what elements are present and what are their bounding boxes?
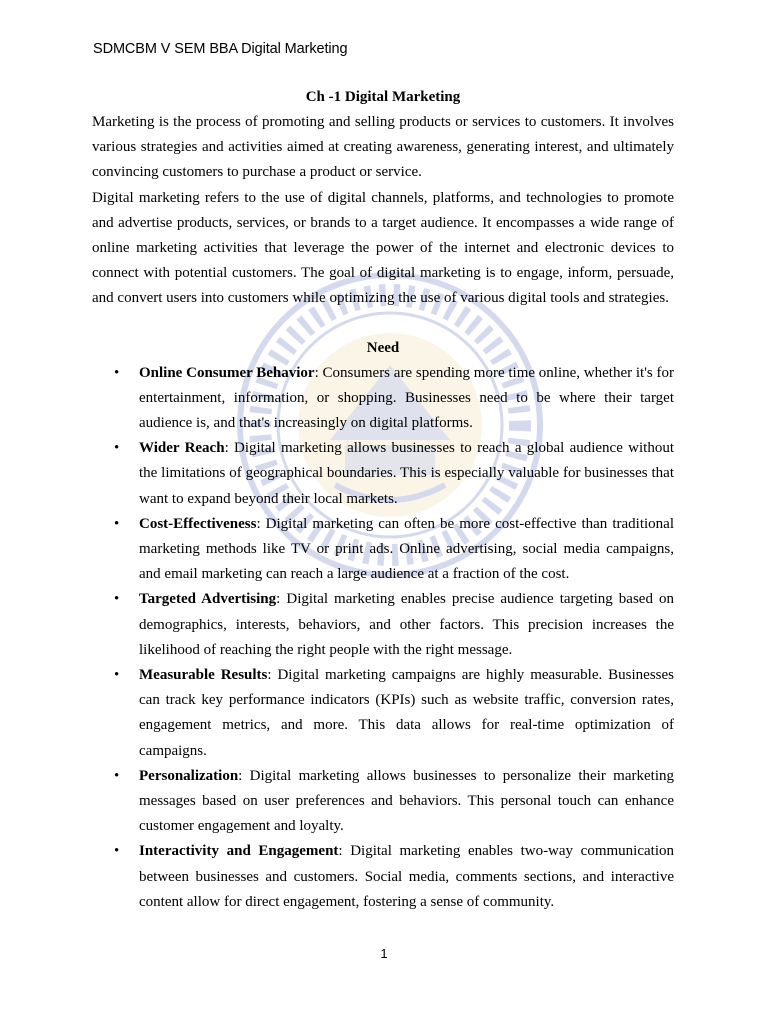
- running-header: SDMCBM V SEM BBA Digital Marketing: [93, 41, 348, 57]
- list-item-term: Wider Reach: [139, 440, 225, 457]
- list-item-term: Measurable Results: [139, 667, 268, 684]
- document-body: [92, 85, 674, 915]
- list-item-text: : Digital marketing allows businesses to reach a global audience without the limitations of geographical boundaries. This is especially valuable for businesses that want to expand beyond their local markets.: [139, 440, 674, 507]
- list-item-text: : Digital marketing enables precise audience targeting based on demographics, interests, behaviors, and other factors. This precision increases the likelihood of reaching the right people with the right message.: [139, 591, 674, 658]
- list-item: [92, 663, 674, 764]
- bullet-icon: •: [114, 440, 120, 457]
- list-item: [92, 764, 674, 840]
- bullet-icon: •: [114, 515, 120, 532]
- bullet-icon: •: [114, 843, 120, 860]
- bullet-icon: •: [114, 767, 120, 784]
- list-item: [92, 436, 674, 512]
- list-item: [92, 512, 674, 588]
- need-list: [92, 361, 674, 915]
- bullet-icon: •: [114, 591, 120, 608]
- list-item-term: Targeted Advertising: [139, 591, 277, 608]
- list-item-text: : Digital marketing enables two-way communication between businesses and customers. Social media, comments sections, and interactive content allow for direct engagement, fostering a sense of community.: [139, 843, 674, 910]
- list-item-term: Cost-Effectiveness: [139, 515, 257, 532]
- list-item-text: : Digital marketing can often be more cost-effective than traditional marketing methods like TV or print ads. Online advertising, social media campaigns, and email marketing can reach a large audience at a fraction of the cost.: [139, 515, 674, 583]
- list-item-term: Online Consumer Behavior: [139, 364, 315, 381]
- intro-paragraph-marketing: Marketing is the process of promoting and selling products or services to customers. It involves various strategies and activities aimed at creating awareness, generating interest, and ultimately convincing customers to purchase a product or service.: [92, 114, 674, 181]
- list-item-text: : Digital marketing campaigns are highly measurable. Businesses can track key performance indicators (KPIs) such as website traffic, conversion rates, engagement metrics, and more. This data allows for real-time optimization of campaigns.: [139, 667, 674, 759]
- list-item-term: Interactivity and Engagement: [139, 843, 339, 860]
- list-item: [92, 587, 674, 663]
- list-item-text: : Consumers are spending more time online, whether it's for entertainment, information, or shopping. Businesses need to be where their target audience is, and that's increasingly on digital platforms.: [139, 364, 674, 432]
- bullet-icon: •: [114, 667, 120, 684]
- page-number: 1: [380, 946, 388, 961]
- list-item: [92, 839, 674, 915]
- intro-paragraph-digital-marketing: Digital marketing refers to the use of digital channels, platforms, and technologies to promote and advertise products, services, or brands to a target audience. It encompasses a wide range of online marketing activities that leverage the power of the internet and electronic devices to connect with potential customers. The goal of digital marketing is to engage, inform, persuade, and convert users into customers while optimizing the use of various digital tools and strategies.: [92, 189, 674, 307]
- list-item-text: : Digital marketing allows businesses to personalize their marketing messages based on user preferences and behaviors. This personal touch can enhance customer engagement and loyalty.: [139, 767, 674, 835]
- list-item-term: Personalization: [139, 767, 239, 784]
- bullet-icon: •: [114, 364, 120, 381]
- section-heading-need: Need: [366, 339, 400, 356]
- chapter-title: Ch -1 Digital Marketing: [305, 89, 461, 105]
- list-item: [92, 361, 674, 437]
